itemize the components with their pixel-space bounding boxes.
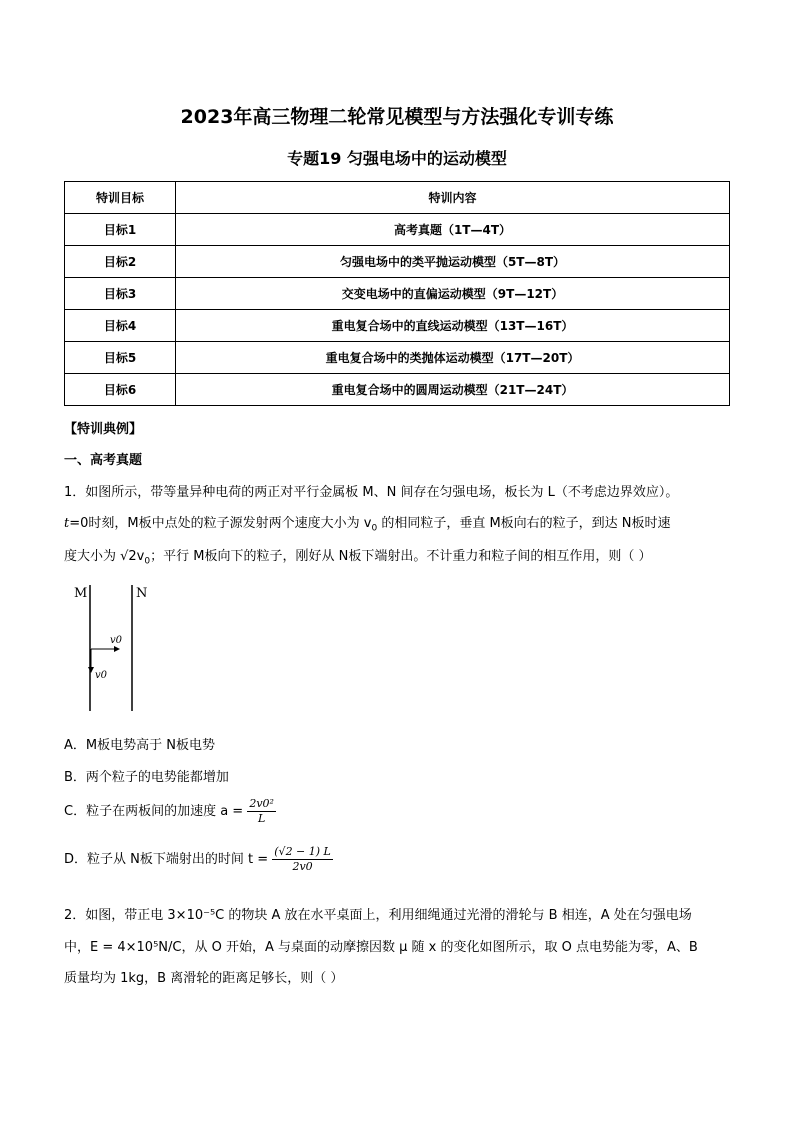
table-header-cell: 特训目标: [65, 182, 176, 214]
q1-line-3-post: ；平行 M板向下的粒子，刚好从 N板下端射出。不计重力和粒子间的相互作用，则（ ）: [150, 549, 652, 564]
fraction-denominator: 2v0: [292, 860, 313, 873]
q1-option-c: [64, 797, 276, 826]
fraction-numerator: 2v0²: [249, 797, 274, 810]
q1-line-3-text: 度大小为 √2v: [64, 549, 145, 564]
fraction-denominator: L: [258, 812, 266, 825]
q2-line-2: 中，E = 4×10⁵N/C，从 O 开始，A 与桌面的动摩擦因数 μ 随 x 的变化如图所示，取 O 点电势能为零，A、B: [64, 940, 698, 955]
q1-line-1: 1．如图所示，带等量异种电荷的两正对平行金属板 M、N 间存在匀强电场，板长为 L（不考虑边界效应）。: [64, 485, 679, 500]
table-cell: 目标4: [65, 310, 176, 342]
q1-option-c-fraction: [247, 797, 276, 826]
q1-option-a: A．M板电势高于 N板电势: [64, 738, 215, 753]
table-cell: 目标3: [65, 278, 176, 310]
q1-line-2-text: =0时刻，M板中点处的粒子源发射两个速度大小为 v: [69, 516, 372, 531]
table-cell: 目标5: [65, 342, 176, 374]
section-heading: 一、高考真题: [64, 453, 143, 468]
table-cell: 重电复合场中的直线运动模型（13T—16T）: [176, 310, 730, 342]
q1-option-d-text: D．粒子从 N板下端射出的时间 t =: [64, 852, 269, 867]
q2-line-3: 质量均为 1kg，B 离滑轮的距离足够长，则（ ）: [64, 971, 344, 986]
table-cell: 目标2: [65, 246, 176, 278]
table-cell: 高考真题（1T—4T）: [176, 214, 730, 246]
table-header-cell: 特训内容: [176, 182, 730, 214]
table-cell: 重电复合场中的类抛体运动模型（17T—20T）: [176, 342, 730, 374]
q1-option-d-fraction: [272, 845, 333, 874]
q1-line-2-post: 的相同粒子，垂直 M板向右的粒子，到达 N板时速: [377, 516, 671, 531]
table-row: [65, 278, 730, 310]
q1-line-3-sub: 0: [144, 556, 151, 567]
velocity-right-label: v0: [110, 635, 123, 646]
q1-line-2: [64, 512, 671, 534]
section-label: 【特训典例】: [64, 422, 143, 437]
table-row: [65, 214, 730, 246]
q1-time-symbol: t: [64, 516, 70, 531]
table-row: [65, 374, 730, 406]
table-row: [65, 342, 730, 374]
table-cell: 重电复合场中的圆周运动模型（21T—24T）: [176, 374, 730, 406]
q1-line-2-sub: 0: [371, 523, 378, 534]
table-cell: 交变电场中的直偏运动模型（9T—12T）: [176, 278, 730, 310]
training-targets-table: [64, 181, 730, 406]
velocity-down-arrowhead: [88, 667, 94, 673]
q1-option-c-text: C．粒子在两板间的加速度 a =: [64, 804, 244, 819]
table-cell: 匀强电场中的类平抛运动模型（5T—8T）: [176, 246, 730, 278]
q2-line-1: 2．如图，带正电 3×10⁻⁵C 的物块 A 放在水平桌面上，利用细绳通过光滑的滑轮与 B 相连，A 处在匀强电场: [64, 908, 692, 923]
plate-m-label: M: [74, 586, 88, 601]
q1-option-d: [64, 845, 333, 874]
document-subtitle: 专题19 匀强电场中的运动模型: [287, 149, 507, 168]
table-header-row: [65, 182, 730, 214]
plate-n-label: N: [136, 586, 148, 601]
table-row: [65, 246, 730, 278]
q1-option-b: B．两个粒子的电势能都增加: [64, 770, 229, 785]
q1-line-3: [64, 545, 651, 567]
document-title: 2023年高三物理二轮常见模型与方法强化专训专练: [180, 106, 614, 128]
table-row: [65, 310, 730, 342]
fraction-numerator: (√2 − 1) L: [274, 845, 331, 858]
velocity-down-label: v0: [95, 670, 108, 681]
table-cell: 目标6: [65, 374, 176, 406]
q1-plates-diagram: [64, 583, 164, 715]
velocity-right-arrowhead: [114, 646, 120, 652]
table-cell: 目标1: [65, 214, 176, 246]
